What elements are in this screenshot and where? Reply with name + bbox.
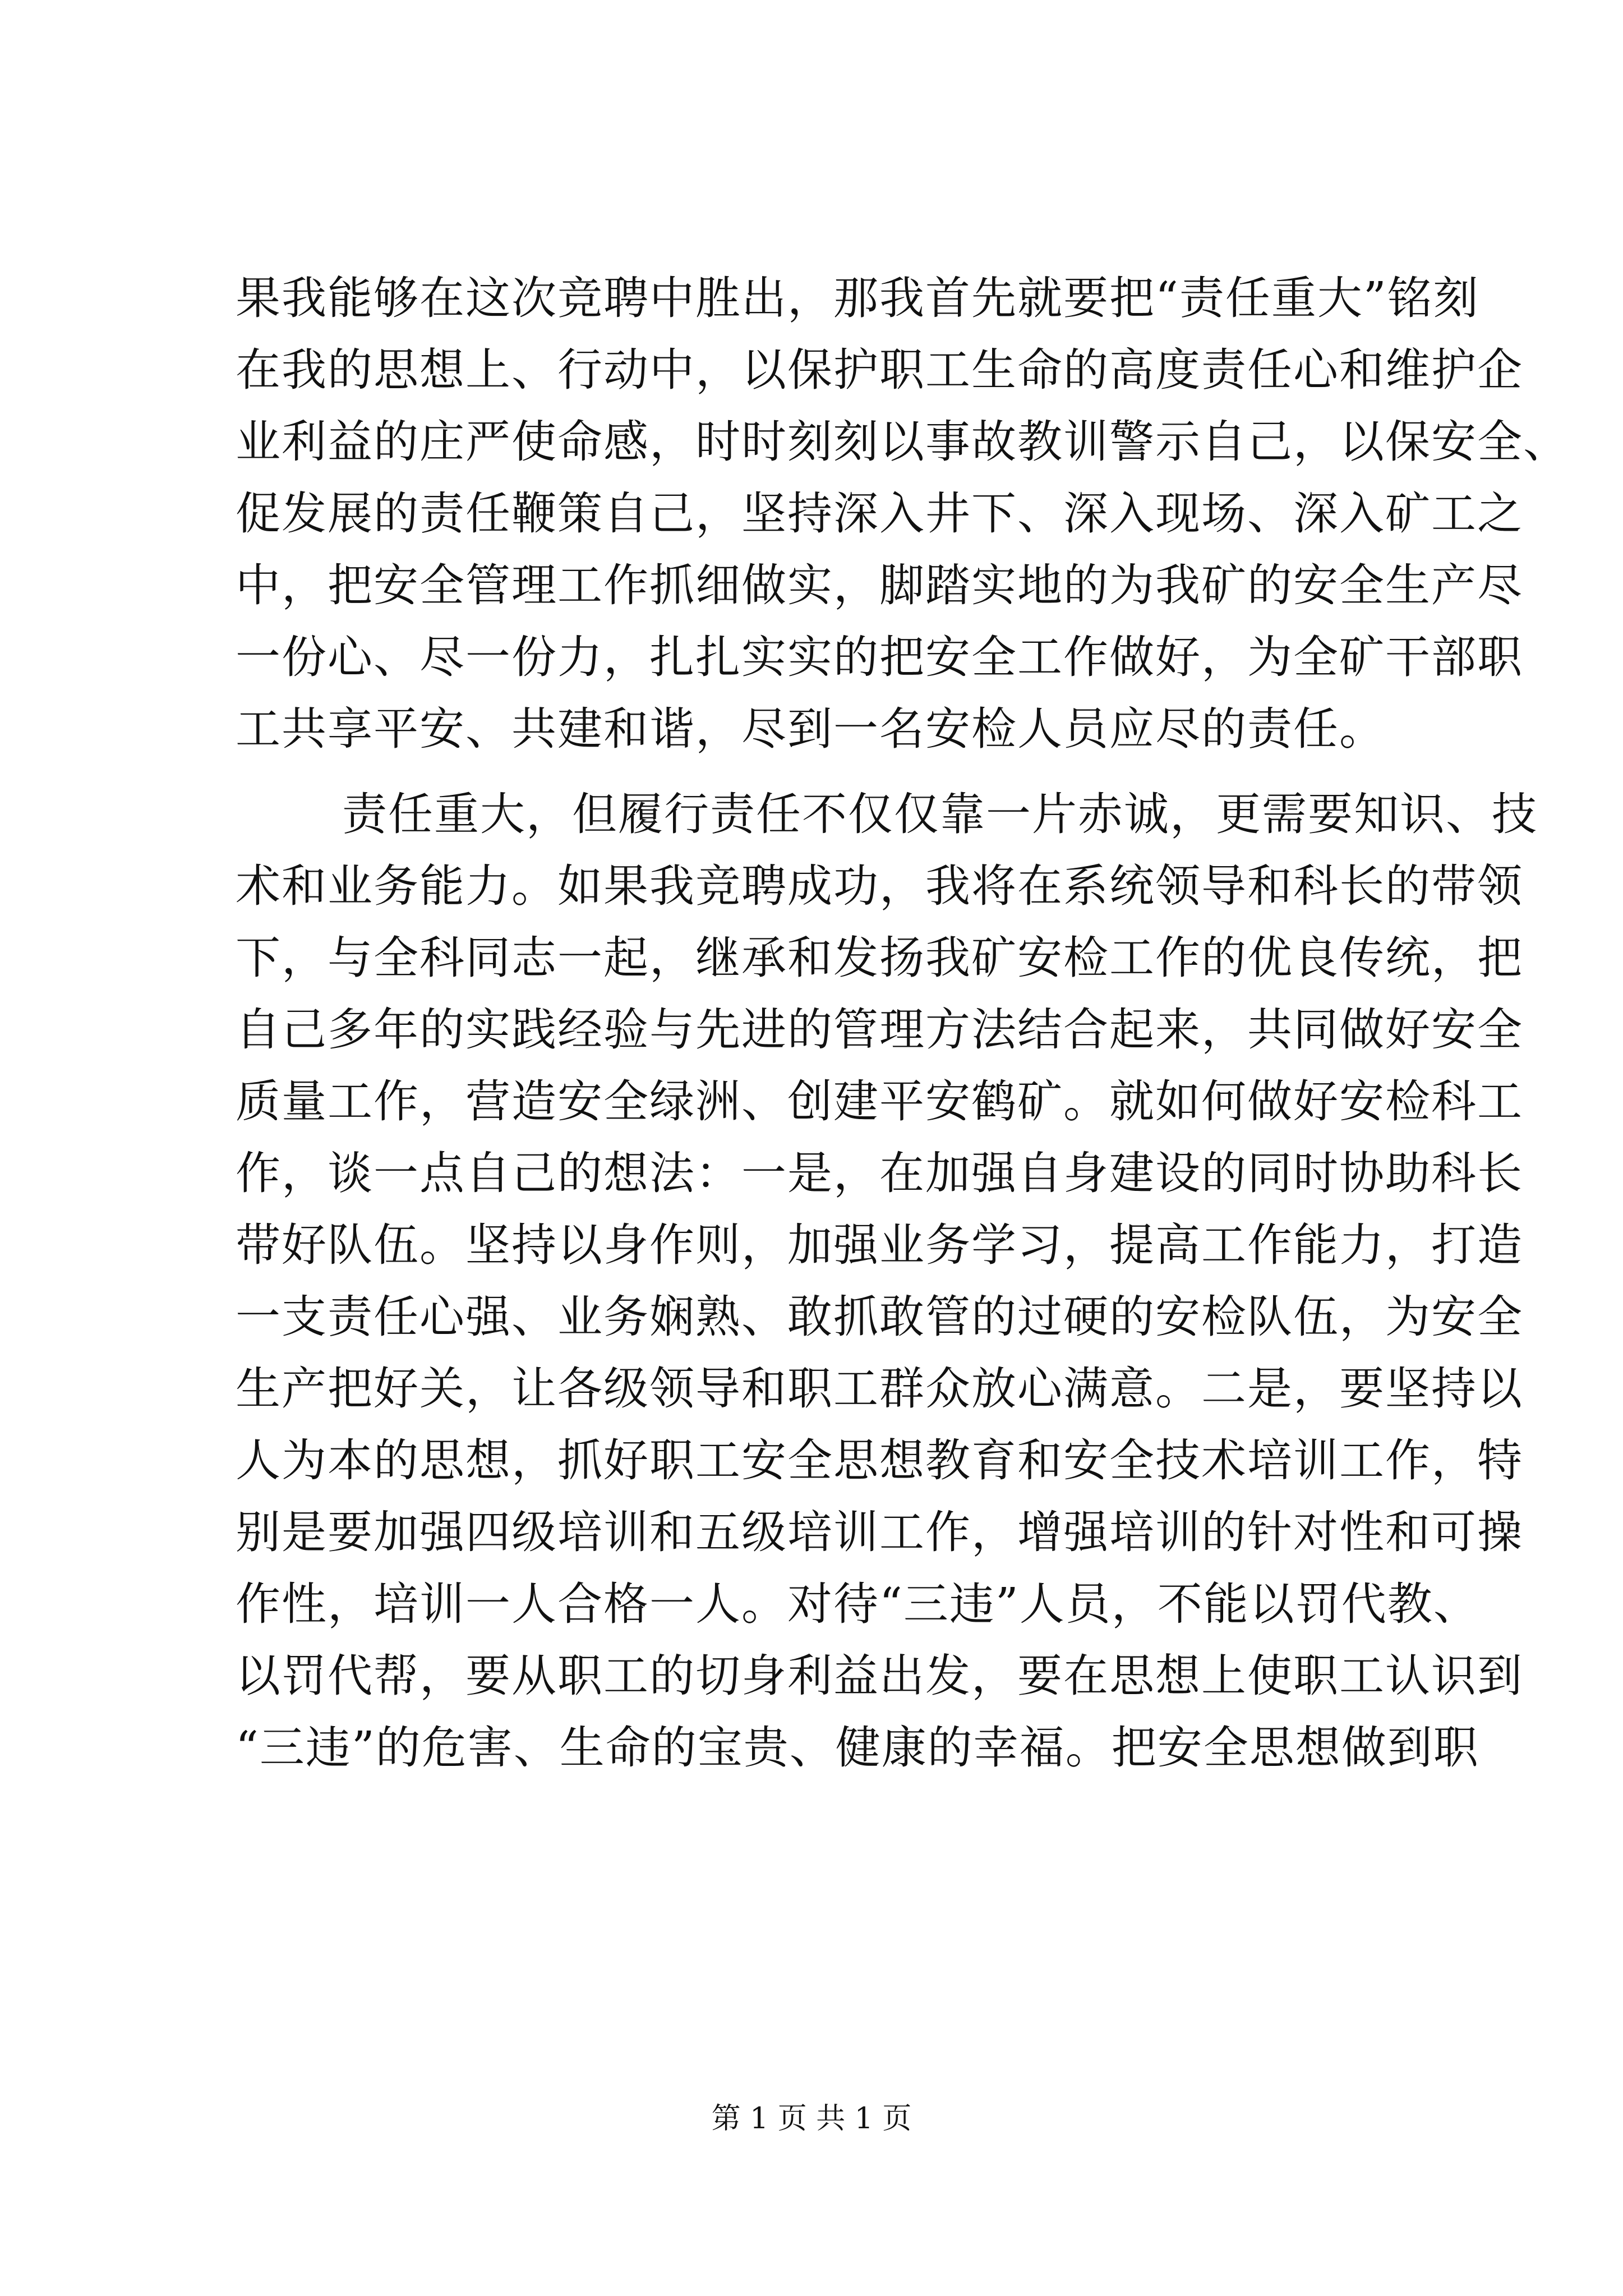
text-line: 以罚代帮，要从职工的切身利益出发，要在思想上使职工认识到 xyxy=(236,1650,1523,1702)
page-number-label: 第 1 页 共 1 页 xyxy=(711,2102,912,2136)
text-line: 下，与全科同志一起，继承和发扬我矿安检工作的优良传统，把 xyxy=(236,932,1523,984)
document-body xyxy=(236,263,1569,1784)
text-line: 业利益的庄严使命感，时时刻刻以事故教训警示自己，以保安全、 xyxy=(236,416,1569,468)
text-line: 促发展的责任鞭策自己，坚持深入井下、深入现场、深入矿工之 xyxy=(236,487,1523,540)
text-line: 带好队伍。坚持以身作则，加强业务学习，提高工作能力，打造 xyxy=(236,1219,1523,1271)
text-line: 别是要加强四级培训和五级培训工作，增强培训的针对性和可操 xyxy=(236,1506,1523,1558)
text-line: 生产把好关，让各级领导和职工群众放心满意。二是，要坚持以 xyxy=(236,1363,1523,1415)
text-line: 在我的思想上、行动中，以保护职工生命的高度责任心和维护企 xyxy=(236,344,1523,396)
text-line: 作性，培训一人合格一人。对待“三违”人员，不能以罚代教、 xyxy=(236,1578,1479,1630)
text-line: 中，把安全管理工作抓细做实，脚踏实地的为我矿的安全生产尽 xyxy=(236,559,1523,611)
text-line: 术和业务能力。如果我竞聘成功，我将在系统领导和科长的带领 xyxy=(236,860,1523,912)
page-footer xyxy=(0,2099,1623,2138)
text-line: 一份心、尽一份力，扎扎实实的把安全工作做好，为全矿干部职 xyxy=(236,631,1523,683)
paragraph-gap xyxy=(236,765,1418,779)
text-line: 自己多年的实践经验与先进的管理方法结合起来，共同做好安全 xyxy=(236,1004,1523,1056)
text-line: 果我能够在这次竞聘中胜出，那我首先就要把“责任重大”铭刻 xyxy=(236,272,1479,324)
text-line: 质量工作，营造安全绿洲、创建平安鹤矿。就如何做好安检科工 xyxy=(236,1075,1523,1128)
text-line: 人为本的思想，抓好职工安全思想教育和安全技术培训工作，特 xyxy=(236,1434,1523,1487)
paragraph-2 xyxy=(236,779,1538,1784)
text-line: “三违”的危害、生命的宝贵、健康的幸福。把安全思想做到职 xyxy=(236,1722,1479,1774)
text-line: 工共享平安、共建和谐，尽到一名安检人员应尽的责任。 xyxy=(236,703,1385,755)
text-line: 作，谈一点自己的想法：一是，在加强自身建设的同时协助科长 xyxy=(236,1147,1523,1199)
text-line: 责任重大，但履行责任不仅仅靠一片赤诚，更需要知识、技 xyxy=(342,788,1538,840)
paragraph-1 xyxy=(236,263,1569,765)
text-line: 一支责任心强、业务娴熟、敢抓敢管的过硬的安检队伍，为安全 xyxy=(236,1291,1523,1343)
